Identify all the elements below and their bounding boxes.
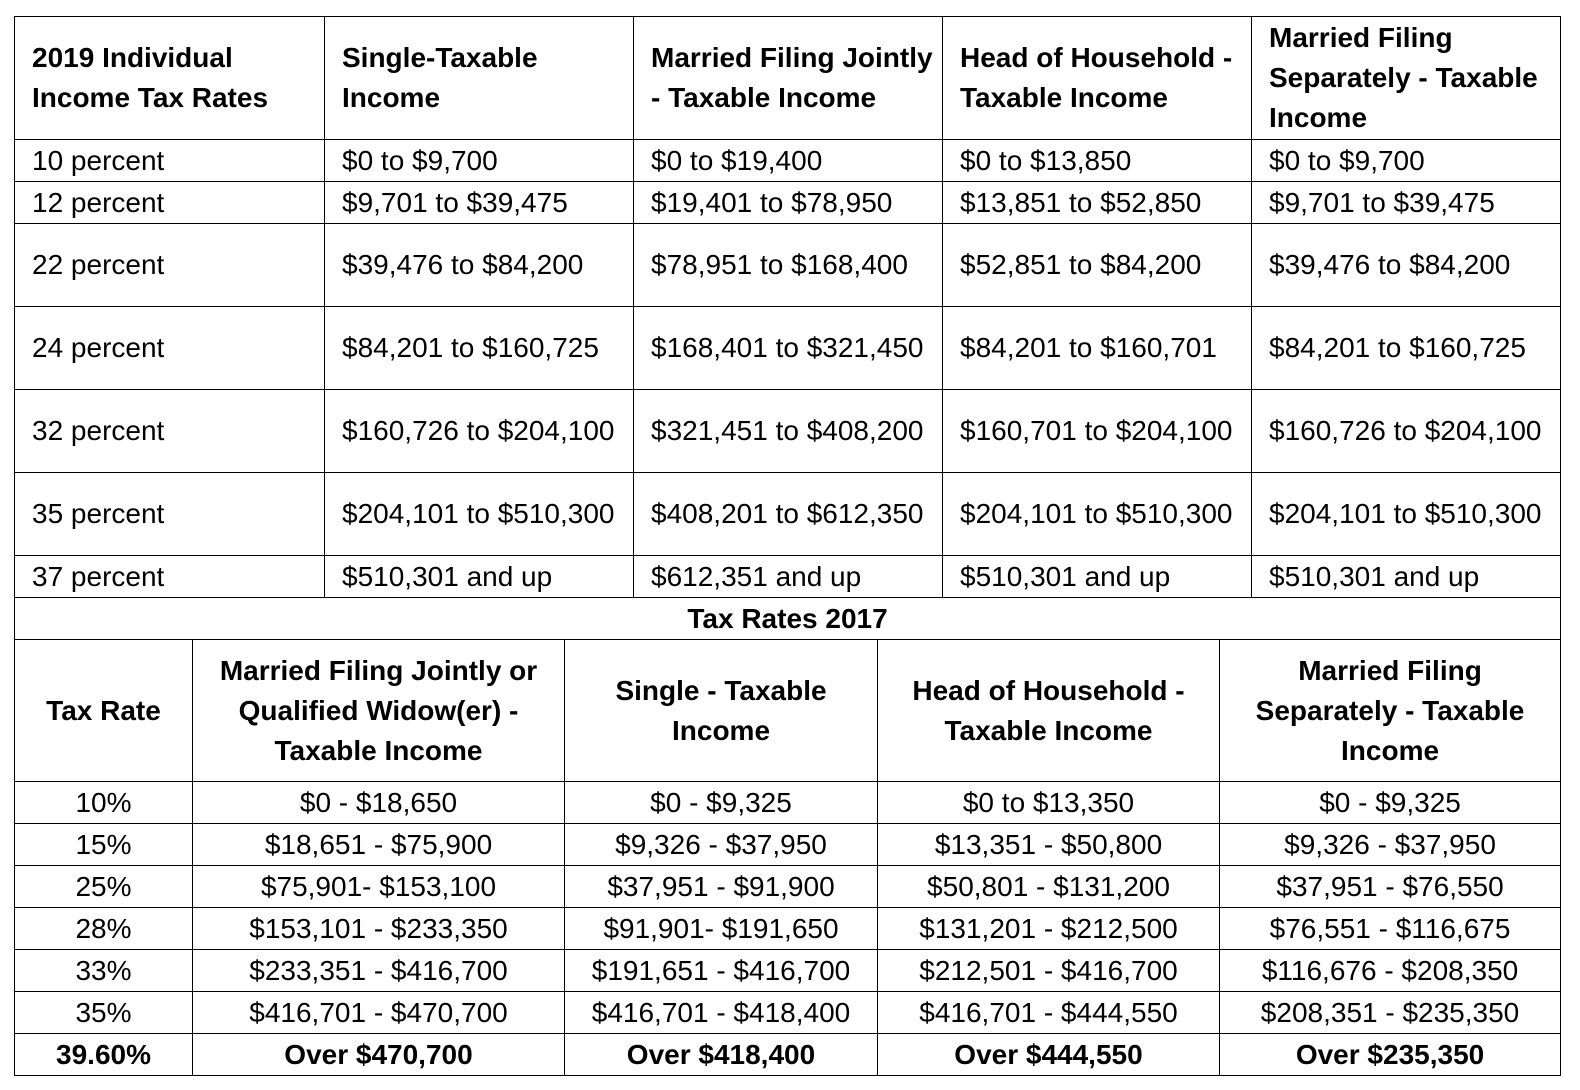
- table-cell: 32 percent: [15, 390, 325, 473]
- table-cell: $510,301 and up: [1252, 556, 1561, 598]
- table-cell: $131,201 - $212,500: [878, 908, 1220, 950]
- table-cell: $416,701 - $470,700: [193, 992, 565, 1034]
- table-cell: $510,301 and up: [325, 556, 634, 598]
- table-cell: $191,651 - $416,700: [565, 950, 878, 992]
- table-title: Tax Rates 2017: [15, 598, 1561, 640]
- table-cell: $9,326 - $37,950: [565, 824, 878, 866]
- table-cell: $0 - $9,325: [1220, 782, 1561, 824]
- table-row: [15, 390, 1561, 473]
- column-header-single: Single - Taxable Income: [565, 640, 878, 782]
- table-cell: Over $470,700: [193, 1034, 565, 1076]
- table-cell: $408,201 to $612,350: [634, 473, 943, 556]
- table-row: [15, 556, 1561, 598]
- column-header-married-separately: Married Filing Separately - Taxable Income: [1252, 17, 1561, 140]
- table-cell: $160,726 to $204,100: [1252, 390, 1561, 473]
- table-row: [15, 140, 1561, 182]
- table-cell: $19,401 to $78,950: [634, 182, 943, 224]
- table-cell: $76,551 - $116,675: [1220, 908, 1561, 950]
- table-cell: $91,901- $191,650: [565, 908, 878, 950]
- table-row: [15, 782, 1561, 824]
- table-cell: 22 percent: [15, 224, 325, 307]
- table-cell: 24 percent: [15, 307, 325, 390]
- table-row: [15, 307, 1561, 390]
- table-cell: $75,901- $153,100: [193, 866, 565, 908]
- table-cell: $39,476 to $84,200: [325, 224, 634, 307]
- table-header-row: [15, 17, 1561, 140]
- table-cell: $52,851 to $84,200: [943, 224, 1252, 307]
- tax-rates-2019-table: [14, 16, 1561, 598]
- table-cell: $160,726 to $204,100: [325, 390, 634, 473]
- table-cell: $0 - $18,650: [193, 782, 565, 824]
- table-cell: Over $418,400: [565, 1034, 878, 1076]
- table-cell: $37,951 - $91,900: [565, 866, 878, 908]
- table-cell: 28%: [15, 908, 193, 950]
- table-cell: Over $444,550: [878, 1034, 1220, 1076]
- table-cell: $13,351 - $50,800: [878, 824, 1220, 866]
- table-cell: $84,201 to $160,725: [325, 307, 634, 390]
- table-cell: $0 to $19,400: [634, 140, 943, 182]
- table-cell: $9,701 to $39,475: [325, 182, 634, 224]
- table-cell: $416,701 - $444,550: [878, 992, 1220, 1034]
- table-cell: $204,101 to $510,300: [325, 473, 634, 556]
- table-cell: 39.60%: [15, 1034, 193, 1076]
- table-cell: $50,801 - $131,200: [878, 866, 1220, 908]
- table-cell: 10%: [15, 782, 193, 824]
- table-cell: $510,301 and up: [943, 556, 1252, 598]
- table-cell: 35%: [15, 992, 193, 1034]
- table-cell: 12 percent: [15, 182, 325, 224]
- table-cell: $0 to $9,700: [1252, 140, 1561, 182]
- table-cell: $233,351 - $416,700: [193, 950, 565, 992]
- table-cell: 25%: [15, 866, 193, 908]
- column-header-married-separately: Married Filing Separately - Taxable Income: [1220, 640, 1561, 782]
- column-header-head-of-household: Head of Household - Taxable Income: [943, 17, 1252, 140]
- table-cell: $9,326 - $37,950: [1220, 824, 1561, 866]
- table-cell: $37,951 - $76,550: [1220, 866, 1561, 908]
- table-cell: $84,201 to $160,725: [1252, 307, 1561, 390]
- column-header-rate: Tax Rate: [15, 640, 193, 782]
- table-cell: $13,851 to $52,850: [943, 182, 1252, 224]
- table-cell: $0 to $13,850: [943, 140, 1252, 182]
- table-cell: $168,401 to $321,450: [634, 307, 943, 390]
- column-header-single: Single-Taxable Income: [325, 17, 634, 140]
- table-cell: $0 to $9,700: [325, 140, 634, 182]
- table-cell: $208,351 - $235,350: [1220, 992, 1561, 1034]
- table-cell: $0 to $13,350: [878, 782, 1220, 824]
- tax-rates-2017-table: [14, 597, 1561, 1076]
- table-cell: $321,451 to $408,200: [634, 390, 943, 473]
- table-row: [15, 866, 1561, 908]
- table-cell: $18,651 - $75,900: [193, 824, 565, 866]
- table-cell: $9,701 to $39,475: [1252, 182, 1561, 224]
- table-cell: 35 percent: [15, 473, 325, 556]
- table-cell: 37 percent: [15, 556, 325, 598]
- table-cell: Over $235,350: [1220, 1034, 1561, 1076]
- table-cell: $612,351 and up: [634, 556, 943, 598]
- table-cell: 33%: [15, 950, 193, 992]
- table-row: [15, 1034, 1561, 1076]
- table-row: [15, 224, 1561, 307]
- column-header-rate: 2019 Individual Income Tax Rates: [15, 17, 325, 140]
- table-row: [15, 950, 1561, 992]
- table-cell: $78,951 to $168,400: [634, 224, 943, 307]
- table-title-row: [15, 598, 1561, 640]
- table-row: [15, 908, 1561, 950]
- table-cell: 10 percent: [15, 140, 325, 182]
- table-row: [15, 182, 1561, 224]
- table-row: [15, 992, 1561, 1034]
- table-row: [15, 473, 1561, 556]
- column-header-married-jointly: Married Filing Jointly - Taxable Income: [634, 17, 943, 140]
- table-cell: $204,101 to $510,300: [1252, 473, 1561, 556]
- table-header-row: [15, 640, 1561, 782]
- table-cell: $212,501 - $416,700: [878, 950, 1220, 992]
- table-cell: $160,701 to $204,100: [943, 390, 1252, 473]
- table-cell: $0 - $9,325: [565, 782, 878, 824]
- table-cell: $204,101 to $510,300: [943, 473, 1252, 556]
- table-cell: $39,476 to $84,200: [1252, 224, 1561, 307]
- table-cell: $153,101 - $233,350: [193, 908, 565, 950]
- table-cell: $116,676 - $208,350: [1220, 950, 1561, 992]
- table-row: [15, 824, 1561, 866]
- table-cell: 15%: [15, 824, 193, 866]
- column-header-head-of-household: Head of Household - Taxable Income: [878, 640, 1220, 782]
- table-cell: $416,701 - $418,400: [565, 992, 878, 1034]
- column-header-married-jointly: Married Filing Jointly or Qualified Widow(er) - Taxable Income: [193, 640, 565, 782]
- table-cell: $84,201 to $160,701: [943, 307, 1252, 390]
